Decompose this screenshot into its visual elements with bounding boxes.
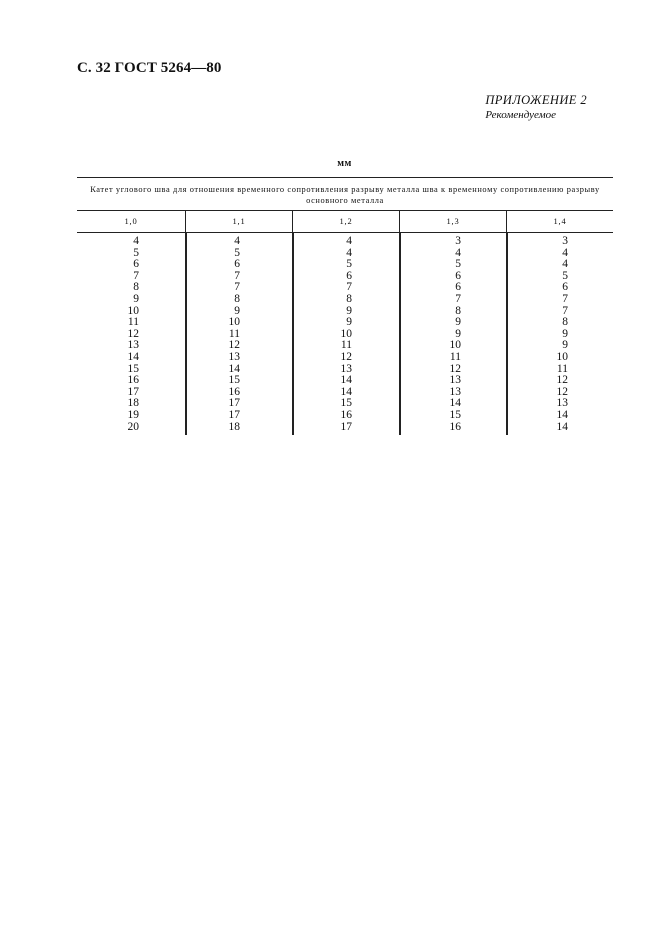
table-cell: 14 xyxy=(340,374,352,387)
table-cell: 4 xyxy=(346,246,352,259)
table-cell: 7 xyxy=(234,269,240,282)
table-cell: 9 xyxy=(455,327,461,340)
table-cell: 7 xyxy=(234,281,240,294)
table-cell: 9 xyxy=(133,292,139,305)
table-cell: 12 xyxy=(556,374,568,387)
table-cell: 3 xyxy=(455,235,461,247)
table-cell: 16 xyxy=(127,374,139,387)
weld-leg-table xyxy=(77,177,613,435)
table-cell: 5 xyxy=(346,258,352,271)
table-column-0 xyxy=(77,233,185,435)
table-cell: 9 xyxy=(234,304,240,317)
table-body xyxy=(77,233,613,435)
table-cell: 4 xyxy=(234,235,240,247)
table-cell: 10 xyxy=(449,339,461,352)
column-header: 1,4 xyxy=(506,211,613,232)
table-cell: 8 xyxy=(234,292,240,305)
appendix-subtitle: Рекомендуемое xyxy=(485,109,557,121)
table-cell: 6 xyxy=(562,281,568,294)
table-cell: 17 xyxy=(340,420,352,433)
table-cell: 6 xyxy=(455,281,461,294)
table-cell: 10 xyxy=(127,304,139,317)
table-cell: 4 xyxy=(346,235,352,247)
table-cell: 9 xyxy=(455,316,461,329)
table-cell: 4 xyxy=(562,246,568,259)
table-cell: 12 xyxy=(556,385,568,398)
table-cell: 7 xyxy=(455,292,461,305)
table-cell: 15 xyxy=(127,362,139,375)
table-cell: 15 xyxy=(228,374,240,387)
column-header: 1,0 xyxy=(124,216,138,226)
table-column-4 xyxy=(506,233,613,435)
table-cell: 12 xyxy=(449,362,461,375)
table-cell: 7 xyxy=(346,281,352,294)
table-cell: 17 xyxy=(228,397,240,410)
unit-label: мм xyxy=(337,158,352,169)
table-cell: 6 xyxy=(346,269,352,282)
table-cell: 18 xyxy=(228,420,240,433)
table-cell: 8 xyxy=(455,304,461,317)
table-cell: 9 xyxy=(346,316,352,329)
table-cell: 9 xyxy=(346,304,352,317)
table-cell: 10 xyxy=(340,327,352,340)
table-cell: 5 xyxy=(133,246,139,259)
table-cell: 16 xyxy=(340,408,352,421)
table-cell: 4 xyxy=(133,235,139,247)
appendix-title: ПРИЛОЖЕНИЕ 2 xyxy=(485,93,587,107)
table-cell: 15 xyxy=(449,408,461,421)
table-cell: 6 xyxy=(234,258,240,271)
table-cell: 5 xyxy=(562,269,568,282)
table-cell: 7 xyxy=(562,292,568,305)
column-header: 1,3 xyxy=(399,211,506,232)
table-cell: 5 xyxy=(455,258,461,271)
table-cell: 13 xyxy=(449,374,461,387)
column-header: 1,1 xyxy=(185,211,292,232)
table-cell: 13 xyxy=(449,385,461,398)
table-cell: 9 xyxy=(562,327,568,340)
table-cell: 13 xyxy=(127,339,139,352)
table-cell: 3 xyxy=(562,235,568,247)
table-cell: 14 xyxy=(449,397,461,410)
page-header: С. 32 ГОСТ 5264—80 xyxy=(77,60,222,76)
table-cell: 18 xyxy=(127,397,139,410)
table-cell: 14 xyxy=(556,408,568,421)
table-header-row xyxy=(77,211,613,232)
table-cell: 17 xyxy=(127,385,139,398)
table-cell: 11 xyxy=(449,350,461,363)
table-cell: 11 xyxy=(127,316,139,329)
table-cell: 15 xyxy=(340,397,352,410)
table-cell: 6 xyxy=(133,258,139,271)
table-cell: 12 xyxy=(340,350,352,363)
table-cell: 11 xyxy=(340,339,352,352)
table-cell: 16 xyxy=(228,385,240,398)
table-cell: 20 xyxy=(127,420,139,433)
table-cell: 14 xyxy=(127,350,139,363)
table-column-3 xyxy=(399,233,506,435)
table-cell: 14 xyxy=(228,362,240,375)
table-cell: 13 xyxy=(340,362,352,375)
table-cell: 17 xyxy=(228,408,240,421)
table-cell: 12 xyxy=(228,339,240,352)
table-cell: 10 xyxy=(556,350,568,363)
appendix-block xyxy=(485,93,587,122)
table-cell: 4 xyxy=(455,246,461,259)
table-cell: 5 xyxy=(234,246,240,259)
table-cell: 14 xyxy=(556,420,568,433)
table-cell: 13 xyxy=(228,350,240,363)
table-cell: 19 xyxy=(127,408,139,421)
table-cell: 11 xyxy=(228,327,240,340)
table-cell: 9 xyxy=(562,339,568,352)
table-cell: 12 xyxy=(127,327,139,340)
table-cell: 8 xyxy=(562,316,568,329)
table-cell: 7 xyxy=(562,304,568,317)
table-cell: 6 xyxy=(455,269,461,282)
table-column-2 xyxy=(292,233,399,435)
table-cell: 11 xyxy=(556,362,568,375)
table-cell: 8 xyxy=(133,281,139,294)
table-caption: Катет углового шва для отношения временного сопротивления разрыву металла шва к временному сопротивлению разрыву основного металла xyxy=(90,185,600,205)
table-cell: 16 xyxy=(449,420,461,433)
table-cell: 7 xyxy=(133,269,139,282)
column-header: 1,2 xyxy=(292,211,399,232)
table-cell: 10 xyxy=(228,316,240,329)
table-cell: 4 xyxy=(562,258,568,271)
table-cell: 14 xyxy=(340,385,352,398)
table-column-1 xyxy=(185,233,292,435)
table-cell: 13 xyxy=(556,397,568,410)
table-cell: 8 xyxy=(346,292,352,305)
